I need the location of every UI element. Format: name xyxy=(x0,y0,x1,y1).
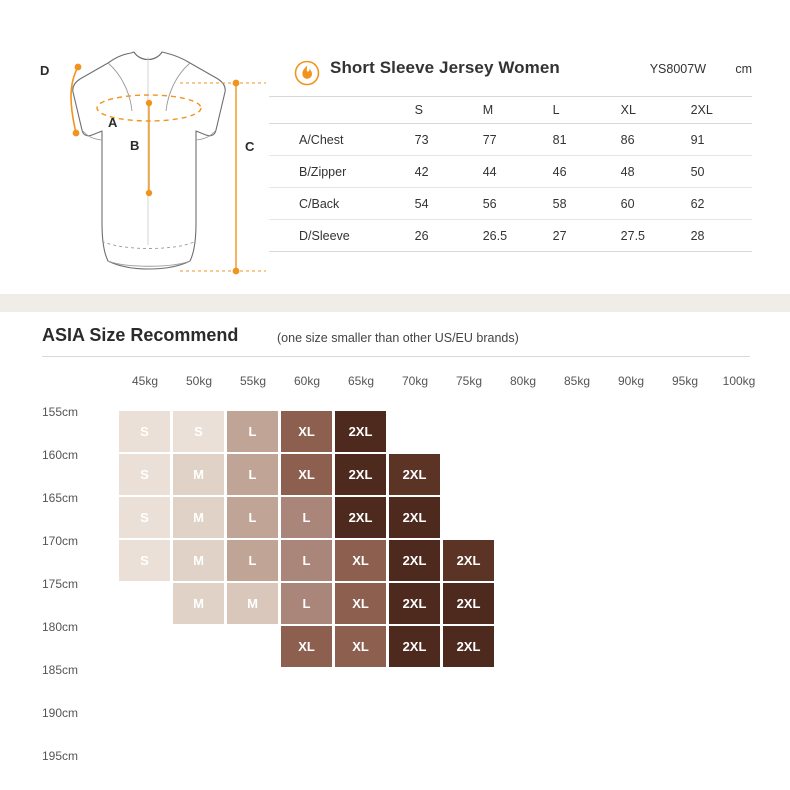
cell-sleeve-l: 27 xyxy=(553,220,621,252)
weight-axis-label: 45kg xyxy=(131,374,159,388)
size-cell: M xyxy=(173,540,224,581)
cell-back-l: 58 xyxy=(553,188,621,220)
weight-axis-label: 55kg xyxy=(239,374,267,388)
cell-zipper-l: 46 xyxy=(553,156,621,188)
size-cell: XL xyxy=(335,540,386,581)
size-cell: S xyxy=(119,411,170,452)
size-cell: 2XL xyxy=(389,626,440,667)
weight-axis-label: 75kg xyxy=(455,374,483,388)
size-cell: S xyxy=(119,540,170,581)
column-header-s: S xyxy=(415,97,483,124)
size-cell: L xyxy=(227,497,278,538)
cell-chest-m: 77 xyxy=(483,124,553,156)
cell-chest-2xl: 91 xyxy=(691,124,752,156)
diagram-label-d: D xyxy=(40,63,50,78)
size-cell: M xyxy=(173,454,224,495)
cell-back-s: 54 xyxy=(415,188,483,220)
weight-axis-label: 70kg xyxy=(401,374,429,388)
diagram-label-a: A xyxy=(108,115,118,130)
cell-sleeve-2xl: 28 xyxy=(691,220,752,252)
cell-sleeve-xl: 27.5 xyxy=(621,220,691,252)
size-cell: XL xyxy=(281,454,332,495)
cell-back-xl: 60 xyxy=(621,188,691,220)
size-cell: 2XL xyxy=(443,626,494,667)
unit-label: cm xyxy=(735,62,752,76)
row-label-chest: A/Chest xyxy=(269,124,415,156)
size-cell: XL xyxy=(281,411,332,452)
cell-sleeve-s: 26 xyxy=(415,220,483,252)
size-cell: L xyxy=(227,411,278,452)
height-axis-label: 160cm xyxy=(42,448,79,462)
weight-axis-label: 100kg xyxy=(722,374,756,388)
size-cell: 2XL xyxy=(443,540,494,581)
size-cell: S xyxy=(119,454,170,495)
size-cell: L xyxy=(227,540,278,581)
height-axis-label: 175cm xyxy=(42,577,79,591)
height-axis-label: 190cm xyxy=(42,706,79,720)
size-cell: M xyxy=(173,497,224,538)
cell-zipper-s: 42 xyxy=(415,156,483,188)
weight-axis-label: 80kg xyxy=(509,374,537,388)
height-axis-label: 195cm xyxy=(42,749,79,763)
weight-axis-label: 50kg xyxy=(185,374,213,388)
diagram-label-c: C xyxy=(245,139,255,154)
size-cell: XL xyxy=(335,626,386,667)
height-axis-label: 170cm xyxy=(42,534,79,548)
weight-axis-label: 85kg xyxy=(563,374,591,388)
weight-axis-label: 65kg xyxy=(347,374,375,388)
size-cell: 2XL xyxy=(389,497,440,538)
asia-section-heading: ASIA Size Recommend xyxy=(42,325,239,345)
height-axis-label: 155cm xyxy=(42,405,79,419)
size-cell: 2XL xyxy=(443,583,494,624)
cell-chest-s: 73 xyxy=(415,124,483,156)
weight-axis-label: 95kg xyxy=(671,374,699,388)
size-cell: 2XL xyxy=(335,411,386,452)
size-cell: 2XL xyxy=(335,497,386,538)
row-label-back: C/Back xyxy=(269,188,415,220)
size-cell: 2XL xyxy=(389,583,440,624)
height-axis-label: 165cm xyxy=(42,491,79,505)
row-label-sleeve: D/Sleeve xyxy=(269,220,415,252)
size-cell: S xyxy=(119,497,170,538)
size-cell: M xyxy=(173,583,224,624)
page-title: Short Sleeve Jersey Women xyxy=(330,58,560,77)
product-code: YS8007W xyxy=(649,62,706,76)
column-header-l: L xyxy=(553,97,621,124)
cell-sleeve-m: 26.5 xyxy=(483,220,553,252)
cell-back-m: 56 xyxy=(483,188,553,220)
cell-zipper-2xl: 50 xyxy=(691,156,752,188)
weight-axis-label: 90kg xyxy=(617,374,645,388)
size-cell: 2XL xyxy=(389,454,440,495)
size-cell: 2XL xyxy=(335,454,386,495)
size-cell: XL xyxy=(281,626,332,667)
cell-chest-l: 81 xyxy=(553,124,621,156)
column-header-2xl: 2XL xyxy=(691,97,752,124)
cell-zipper-m: 44 xyxy=(483,156,553,188)
weight-axis-label: 60kg xyxy=(293,374,321,388)
size-cell: XL xyxy=(335,583,386,624)
size-cell: L xyxy=(281,583,332,624)
size-cell: M xyxy=(227,583,278,624)
cell-back-2xl: 62 xyxy=(691,188,752,220)
size-cell: S xyxy=(173,411,224,452)
height-axis-label: 180cm xyxy=(42,620,79,634)
height-axis-label: 185cm xyxy=(42,663,79,677)
asia-section-subheading: (one size smaller than other US/EU brands) xyxy=(277,331,519,345)
size-cell: L xyxy=(227,454,278,495)
row-label-zipper: B/Zipper xyxy=(269,156,415,188)
cell-zipper-xl: 48 xyxy=(621,156,691,188)
size-cell: L xyxy=(281,497,332,538)
column-header-xl: XL xyxy=(621,97,691,124)
size-cell: L xyxy=(281,540,332,581)
diagram-label-b: B xyxy=(130,138,140,153)
size-cell: 2XL xyxy=(389,540,440,581)
cell-chest-xl: 86 xyxy=(621,124,691,156)
column-header-m: M xyxy=(483,97,553,124)
